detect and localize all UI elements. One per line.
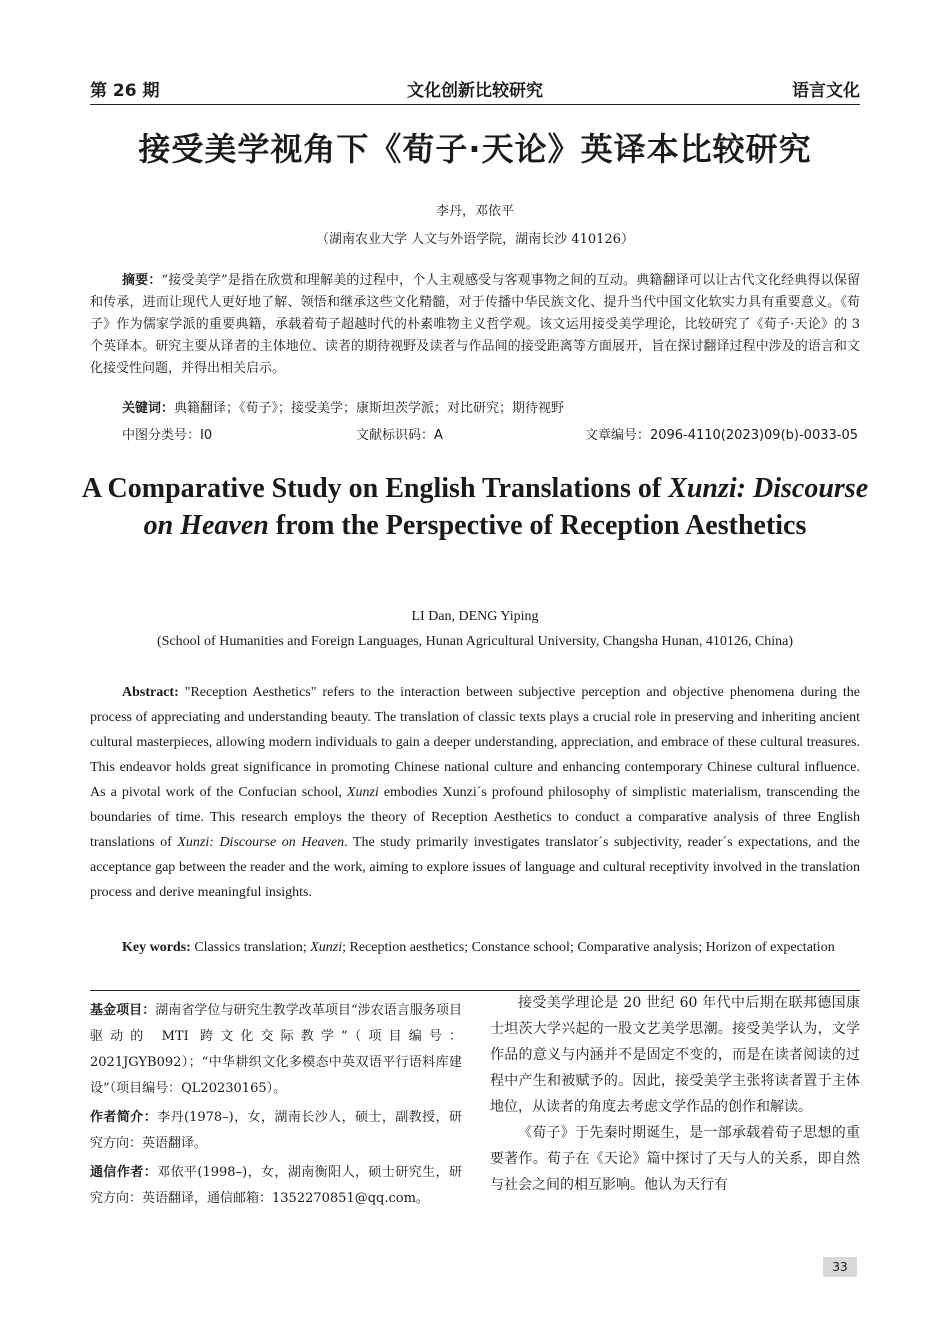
document-code: 文献标识码：A (356, 428, 443, 443)
corresponding-text: 邓依平(1998–)，女，湖南衡阳人，硕士研究生，研究方向：英语翻译，通信邮箱：1352270851@qq.com。 (90, 1165, 462, 1206)
chinese-title: 接受美学视角下《荀子·天论》英译本比较研究 (138, 130, 812, 168)
header-rule (90, 104, 860, 105)
chinese-authors: 李丹，邓依平 (435, 204, 514, 219)
english-abstract-text-3: . The study primarily investigates translator´s subjectivity, reader´s expectations, and the acceptance gap between the reader and the work, aiming to explore issues of language and cultural receptivity involved in the translation process and derive meaningful insights. (90, 835, 860, 900)
author-label: 作者简介： (90, 1110, 158, 1125)
fund-note (90, 998, 462, 1102)
english-keywords-text-2: ; Reception aesthetics; Constance school; Comparative analysis; Horizon of expectation (342, 940, 835, 955)
english-authors: LI Dan, DENG Yiping (411, 609, 539, 624)
corresponding-author-note (90, 1160, 462, 1212)
author-text: 李丹(1978–)，女，湖南长沙人，硕士，副教授，研究方向：英语翻译。 (90, 1110, 462, 1151)
chinese-keywords-label: 关键词： (122, 401, 175, 416)
english-keywords-italic: Xunzi (310, 940, 343, 955)
body-column (490, 990, 860, 1198)
fund-label: 基金项目： (90, 1003, 156, 1018)
chinese-keywords (122, 398, 860, 420)
english-abstract (90, 680, 860, 905)
section-name: 语言文化 (792, 81, 860, 101)
fund-text: 湖南省学位与研究生教学改革项目“涉农语言服务项目驱动的 MTI 跨文化交际教学”（项目编号：2021JGYB092）；“中华耕织文化多模态中英双语平行语料库建设”（项目编号：QL20230165）。 (90, 1003, 462, 1096)
english-keywords-label: Key words: (122, 940, 191, 955)
classification-line (122, 424, 858, 446)
chinese-keywords-text: 典籍翻译；《荀子》；接受美学；康斯坦茨学派；对比研究；期待视野 (174, 401, 565, 416)
body-paragraph-1: 接受美学理论是 20 世纪 60 年代中后期在联邦德国康士坦茨大学兴起的一股文艺美学思潮。接受美学认为，文学作品的意义与内涵并不是固定不变的，而是在读者阅读的过程中产生和被赋予的。因此，接受美学主张将读者置于主体地位，从读者的角度去考虑文学作品的创作和解读。 (490, 995, 860, 1115)
chinese-affiliation: （湖南农业大学 人文与外语学院，湖南长沙 410126） (316, 232, 634, 247)
english-abstract-text-2: embodies Xunzi´s profound philosophy of simplistic materialism, transcending the boundaries of time. This research employs the theory of Reception Aesthetics to conduct a comparative analysis of three English translations of (90, 785, 861, 850)
clc-number: 中图分类号：I0 (122, 428, 213, 443)
page-number: 33 (823, 1257, 857, 1277)
english-abstract-label: Abstract: (122, 685, 179, 700)
english-title (80, 470, 870, 544)
author-note (90, 1105, 462, 1157)
body-paragraph-2: 《荀子》于先秦时期诞生，是一部承载着荀子思想的重要著作。荀子在《天论》篇中探讨了天与人的关系，即自然与社会之间的相互影响。他认为天行有 (490, 1125, 860, 1193)
english-abstract-italic-2: Xunzi: Discourse on Heaven (177, 835, 345, 850)
issue-number: 第 26 期 (90, 81, 160, 101)
english-affiliation: (School of Humanities and Foreign Languages, Hunan Agricultural University, Changsha Hunan, 410126, China) (157, 634, 793, 649)
running-header (90, 76, 860, 102)
chinese-abstract-text: “接受美学”是指在欣赏和理解美的过程中，个人主观感受与客观事物之间的互动。典籍翻译可以让古代文化经典得以保留和传承，进而让现代人更好地了解、领悟和继承这些文化精髓，对于传播中华民族文化、提升当代中国文化软实力具有重要意义。《荀子》作为儒家学派的重要典籍，承载着荀子超越时代的朴素唯物主义哲学观。该文运用接受美学理论，比较研究了《荀子·天论》的 3 个英译本。研究主要从译者的主体地位、读者的期待视野及读者与作品间的接受距离等方面展开，旨在探讨翻译过程中涉及的语言和文化接受性问题，并得出相关启示。 (90, 273, 860, 376)
corresponding-label: 通信作者： (90, 1165, 158, 1180)
chinese-abstract (90, 270, 860, 380)
journal-name: 文化创新比较研究 (407, 81, 543, 101)
article-number: 文章编号：2096-4110(2023)09(b)-0033-05 (584, 428, 858, 443)
english-title-italic: Xunzi: Discourse on Heaven (143, 473, 869, 541)
english-abstract-italic-1: Xunzi (346, 785, 379, 800)
english-title-part-2: from the Perspective of Reception Aesthetics (268, 510, 807, 541)
english-keywords-text-1: Classics translation; (190, 940, 311, 955)
english-keywords (90, 934, 860, 962)
chinese-abstract-label: 摘要： (122, 273, 162, 288)
english-abstract-text-1: "Reception Aesthetics" refers to the interaction between subjective perception and objective phenomena during the process of appreciating and understanding beauty. The translation of classic texts plays a crucial role in preserving and inheriting ancient cultural masterpieces, allowing modern individuals to gain a deeper understanding, appreciation, and embrace of these cultural treasures. This endeavor holds great significance in promoting Chinese national culture and enhancing contemporary Chinese cultural influence. As a pivotal work of the Confucian school, (90, 685, 860, 800)
footnotes-column (90, 998, 462, 1215)
english-title-part-1: A Comparative Study on English Translations of (81, 473, 669, 504)
